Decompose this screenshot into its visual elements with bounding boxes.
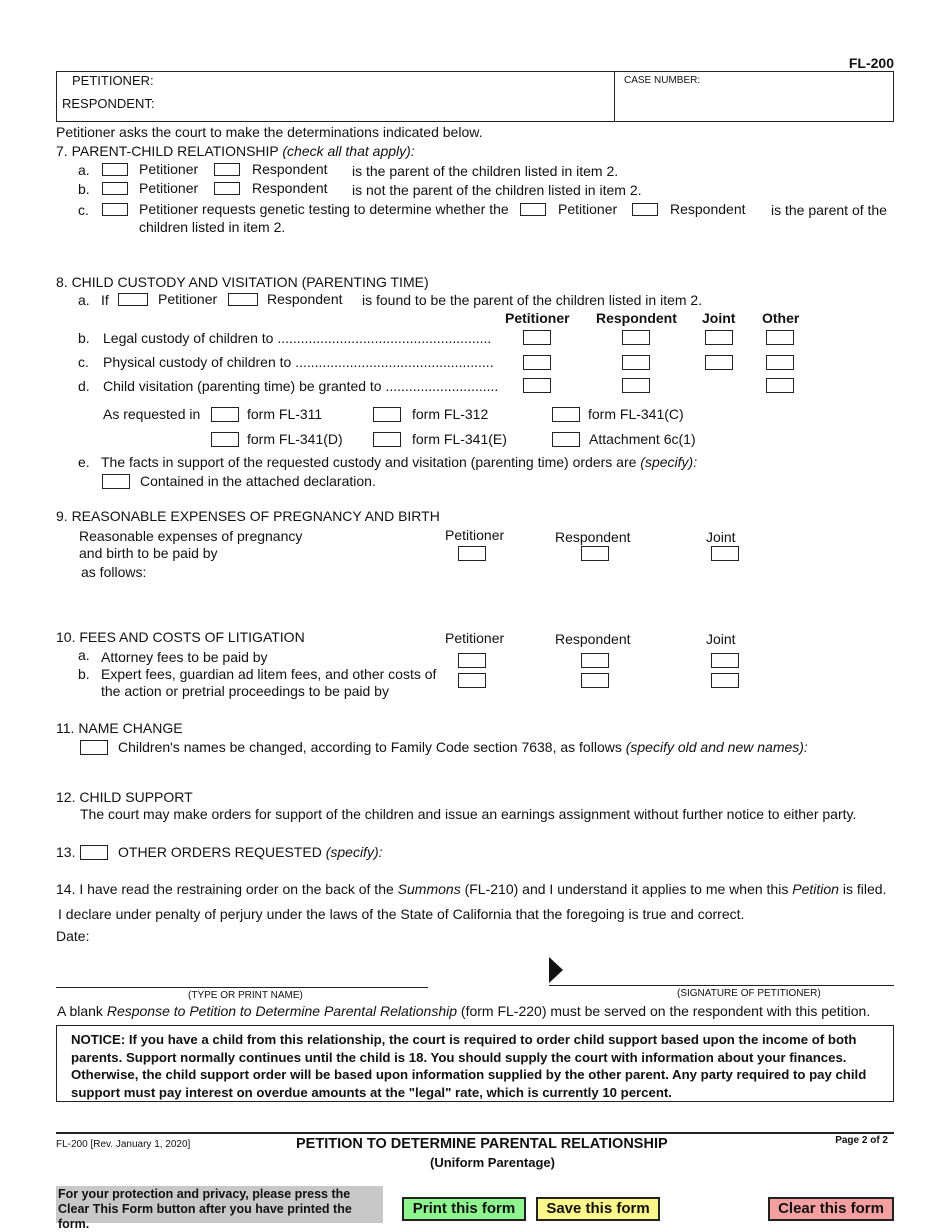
item7-c-line2: children listed in item 2. xyxy=(139,219,286,235)
respondent-field[interactable] xyxy=(160,96,610,116)
signature-line xyxy=(549,985,894,986)
item11-text-main: Children's names be changed, according to Family Code section 7638, as follows xyxy=(118,739,622,755)
item7-a-respondent-checkbox[interactable] xyxy=(214,163,240,176)
item8-e-contained-label: Contained in the attached declaration. xyxy=(140,473,376,489)
type-name-line xyxy=(56,987,428,988)
footer-rule xyxy=(56,1132,894,1134)
item8-col-respondent: Respondent xyxy=(596,310,677,326)
petitioner-label: PETITIONER: xyxy=(72,73,154,88)
form-fl341e-checkbox[interactable] xyxy=(373,432,401,447)
case-number-field[interactable] xyxy=(620,90,888,118)
item8-col-petitioner: Petitioner xyxy=(505,310,570,326)
item7-c-tail: is the parent of the xyxy=(771,202,887,218)
item8-b-letter: b. xyxy=(78,330,90,346)
type-name-field[interactable] xyxy=(56,960,428,986)
response-pre: A blank xyxy=(57,1003,103,1019)
item11-note: (specify old and new names): xyxy=(625,739,808,755)
response-title: Response to Petition to Determine Parental Relationship xyxy=(106,1003,458,1019)
item7-a-petitioner-label: Petitioner xyxy=(139,161,199,177)
footer-subtitle: (Uniform Parentage) xyxy=(430,1155,555,1170)
item9-line1: Reasonable expenses of pregnancy xyxy=(79,528,303,544)
item10-a-petitioner-checkbox[interactable] xyxy=(458,653,486,668)
item13-title-text: OTHER ORDERS REQUESTED xyxy=(118,844,322,860)
item14-post: is filed. xyxy=(842,881,887,897)
item7-title-text: 7. PARENT-CHILD RELATIONSHIP xyxy=(56,143,279,159)
item13-note: (specify): xyxy=(325,844,383,860)
item7-b-respondent-checkbox[interactable] xyxy=(214,182,240,195)
item7-b-text: is not the parent of the children listed in item 2. xyxy=(352,182,642,198)
item7-a-text: is the parent of the children listed in item 2. xyxy=(352,163,619,179)
item12-title: 12. CHILD SUPPORT xyxy=(56,789,193,805)
item10-b-respondent-checkbox[interactable] xyxy=(581,673,609,688)
item11-text xyxy=(118,739,808,755)
item7-title-note: (check all that apply): xyxy=(282,143,415,159)
item14-pre: 14. I have read the restraining order on the back of the xyxy=(56,881,394,897)
item8-a-text: is found to be the parent of the children listed in item 2. xyxy=(362,292,703,308)
item7-title xyxy=(56,143,415,159)
attachment-6c1-label: Attachment 6c(1) xyxy=(589,431,696,447)
form-fl341c-checkbox[interactable] xyxy=(552,407,580,422)
attachment-6c1-checkbox[interactable] xyxy=(552,432,580,447)
item8-d-respondent-checkbox[interactable] xyxy=(622,378,650,393)
item14-summons: Summons xyxy=(397,881,461,897)
item9-col-joint: Joint xyxy=(706,529,736,545)
form-fl311-checkbox[interactable] xyxy=(211,407,239,422)
item8-b-other-checkbox[interactable] xyxy=(766,330,794,345)
item9-col-petitioner: Petitioner xyxy=(445,527,505,543)
item10-b-letter: b. xyxy=(78,666,90,682)
response-note xyxy=(57,1003,870,1019)
item8-as-requested: As requested in xyxy=(103,406,201,422)
item8-e-text xyxy=(101,454,697,470)
item7-c-petitioner-checkbox[interactable] xyxy=(520,203,546,216)
response-post: (form FL-220) must be served on the respondent with this petition. xyxy=(460,1003,871,1019)
item12-text: The court may make orders for support of the children and issue an earnings assignment without further notice to either party. xyxy=(80,806,857,822)
item10-a-respondent-checkbox[interactable] xyxy=(581,653,609,668)
item14-text xyxy=(56,881,886,897)
item8-col-joint: Joint xyxy=(702,310,736,326)
date-field[interactable] xyxy=(100,926,400,946)
item7-a-petitioner-checkbox[interactable] xyxy=(102,163,128,176)
footer-page: Page 2 of 2 xyxy=(835,1135,888,1146)
item8-a-petitioner-checkbox[interactable] xyxy=(118,293,148,306)
item10-col-respondent: Respondent xyxy=(555,631,631,647)
item10-b-text: Expert fees, guardian ad litem fees, and other costs of xyxy=(101,666,437,682)
item10-col-joint: Joint xyxy=(706,631,736,647)
item10-b-petitioner-checkbox[interactable] xyxy=(458,673,486,688)
item13-other-orders-checkbox[interactable] xyxy=(80,845,108,860)
item8-d-letter: d. xyxy=(78,378,90,394)
item8-c-text: Physical custody of children to ................................................... xyxy=(103,354,494,370)
item7-a-respondent-label: Respondent xyxy=(252,161,328,177)
item13-title xyxy=(118,844,383,860)
item13-number: 13. xyxy=(56,844,76,860)
item7-c-letter: c. xyxy=(78,202,89,218)
footer-rev: FL-200 [Rev. January 1, 2020] xyxy=(56,1139,191,1150)
type-name-label: (TYPE OR PRINT NAME) xyxy=(188,990,303,1001)
item11-name-change-checkbox[interactable] xyxy=(80,740,108,755)
item8-a-if: If xyxy=(101,292,109,308)
item9-petitioner-checkbox[interactable] xyxy=(458,546,486,561)
item10-b-line2: the action or pretrial proceedings to be paid by xyxy=(101,683,389,699)
item10-a-joint-checkbox[interactable] xyxy=(711,653,739,668)
item7-c-text: Petitioner requests genetic testing to determine whether the xyxy=(139,201,509,217)
signature-label: (SIGNATURE OF PETITIONER) xyxy=(677,988,821,999)
item9-respondent-checkbox[interactable] xyxy=(581,546,609,561)
notice-box: NOTICE: If you have a child from this relationship, the court is required to order child support based upon the income of both parents. Support normally continues until the child is 18. You should supply the court with information about your finances. Otherwise, the child support order will be based upon information supplied by the other parent. Any party required to pay child support must pay interest on overdue amounts at the "legal" rate, which is currently 10 percent. xyxy=(56,1025,894,1102)
item8-c-letter: c. xyxy=(78,354,89,370)
caption-divider xyxy=(614,71,615,122)
petitioner-field[interactable] xyxy=(160,73,610,93)
intro-text: Petitioner asks the court to make the determinations indicated below. xyxy=(56,124,483,140)
item7-c-genetic-testing-checkbox[interactable] xyxy=(102,203,128,216)
item10-title: 10. FEES AND COSTS OF LITIGATION xyxy=(56,629,305,645)
date-label: Date: xyxy=(56,928,90,944)
item8-e-text-main: The facts in support of the requested custody and visitation (parenting time) orders are xyxy=(101,454,637,470)
item7-b-letter: b. xyxy=(78,181,90,197)
item9-line2: and birth to be paid by xyxy=(79,545,218,561)
form-fl312-label: form FL-312 xyxy=(412,406,489,422)
item7-c-petitioner-label: Petitioner xyxy=(558,201,618,217)
item8-a-respondent-checkbox[interactable] xyxy=(228,293,258,306)
form-fl341d-checkbox[interactable] xyxy=(211,432,239,447)
item9-col-respondent: Respondent xyxy=(555,529,631,545)
item8-b-text: Legal custody of children to ....................................................... xyxy=(103,330,492,346)
item10-col-petitioner: Petitioner xyxy=(445,630,505,646)
item7-b-respondent-label: Respondent xyxy=(252,180,328,196)
form-fl311-label: form FL-311 xyxy=(247,406,323,422)
item14-petition: Petition xyxy=(792,881,839,897)
item7-c-respondent-checkbox[interactable] xyxy=(632,203,658,216)
clear-form-button[interactable]: Clear this form xyxy=(768,1197,894,1221)
item8-c-joint-checkbox[interactable] xyxy=(705,355,733,370)
item8-d-other-checkbox[interactable] xyxy=(766,378,794,393)
item8-a-letter: a. xyxy=(78,292,90,308)
item9-joint-checkbox[interactable] xyxy=(711,546,739,561)
item7-a-letter: a. xyxy=(78,162,90,178)
case-number-label: CASE NUMBER: xyxy=(624,75,701,86)
form-fl341c-label: form FL-341(C) xyxy=(588,406,684,422)
privacy-note: For your protection and privacy, please press the Clear This Form button after you have printed the form. xyxy=(56,1186,383,1223)
item8-b-joint-checkbox[interactable] xyxy=(705,330,733,345)
item8-d-text: Child visitation (parenting time) be granted to ............................. xyxy=(103,378,499,394)
declaration-text: I declare under penalty of perjury under the laws of the State of California that the foregoing is true and correct. xyxy=(58,906,745,922)
item7-b-petitioner-checkbox[interactable] xyxy=(102,182,128,195)
item8-b-petitioner-checkbox[interactable] xyxy=(523,330,551,345)
item8-title: 8. CHILD CUSTODY AND VISITATION (PARENTING TIME) xyxy=(56,274,429,290)
form-fl341e-label: form FL-341(E) xyxy=(412,431,507,447)
respondent-label: RESPONDENT: xyxy=(62,96,155,111)
item10-a-text: Attorney fees to be paid by xyxy=(101,649,268,665)
item10-b-joint-checkbox[interactable] xyxy=(711,673,739,688)
save-form-button[interactable]: Save this form xyxy=(536,1197,660,1221)
item9-title: 9. REASONABLE EXPENSES OF PREGNANCY AND BIRTH xyxy=(56,508,440,524)
item8-d-petitioner-checkbox[interactable] xyxy=(523,378,551,393)
item14-mid: (FL-210) and I understand it applies to me when this xyxy=(464,881,789,897)
print-form-button[interactable]: Print this form xyxy=(402,1197,526,1221)
item8-c-other-checkbox[interactable] xyxy=(766,355,794,370)
signature-arrow-icon xyxy=(549,957,563,983)
item8-c-petitioner-checkbox[interactable] xyxy=(523,355,551,370)
item7-b-petitioner-label: Petitioner xyxy=(139,180,199,196)
footer-title: PETITION TO DETERMINE PARENTAL RELATIONSHIP xyxy=(296,1136,668,1152)
form-fl312-checkbox[interactable] xyxy=(373,407,401,422)
form-id-top: FL-200 xyxy=(848,55,894,71)
item9-line3: as follows: xyxy=(81,564,147,580)
item8-b-respondent-checkbox[interactable] xyxy=(622,330,650,345)
item11-title: 11. NAME CHANGE xyxy=(56,720,183,736)
item8-a-respondent-label: Respondent xyxy=(267,291,343,307)
item8-e-letter: e. xyxy=(78,454,90,470)
item8-col-other: Other xyxy=(762,310,800,326)
item8-e-contained-checkbox[interactable] xyxy=(102,474,130,489)
item8-a-petitioner-label: Petitioner xyxy=(158,291,218,307)
item7-c-respondent-label: Respondent xyxy=(670,201,746,217)
item10-a-letter: a. xyxy=(78,647,90,663)
item8-c-respondent-checkbox[interactable] xyxy=(622,355,650,370)
item8-e-note: (specify): xyxy=(640,454,698,470)
form-fl341d-label: form FL-341(D) xyxy=(247,431,343,447)
